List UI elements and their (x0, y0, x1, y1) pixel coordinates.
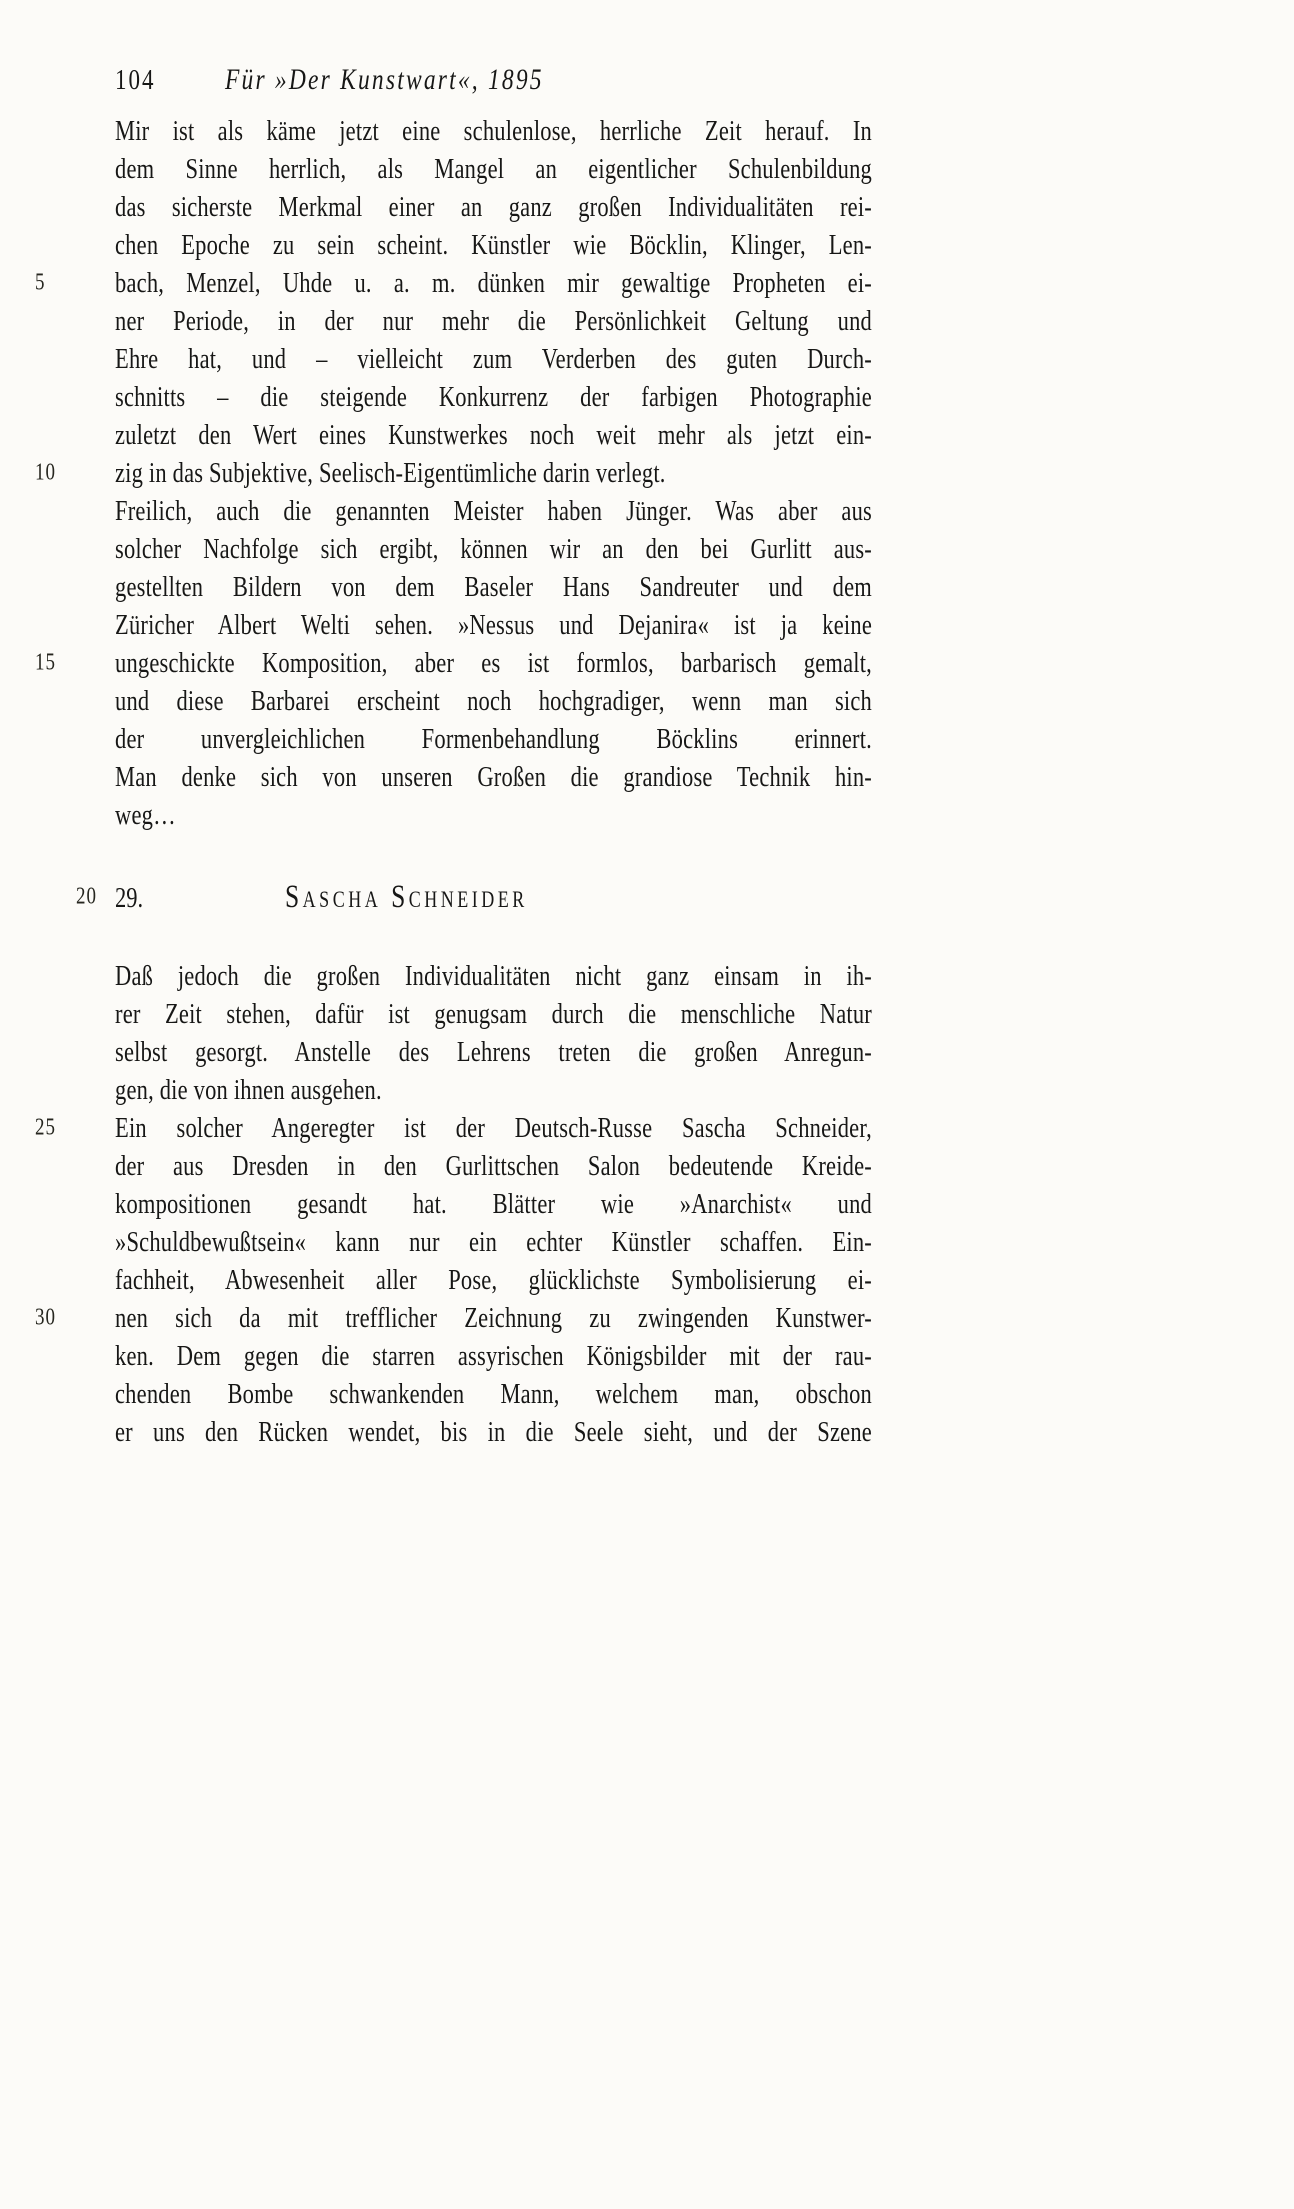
text-line: Züricher Albert Welti sehen. »Nessus und Dejanira« ist ja keine (115, 608, 872, 641)
margin-line-number: 20 (76, 882, 97, 910)
text-line: 10 zig in das Subjektive, Seelisch-Eigentümliche darin verlegt. (115, 449, 872, 498)
margin-line-number: 15 (35, 648, 56, 676)
text-line: Man denke sich von unseren Großen die grandiose Technik hin- (115, 760, 872, 793)
text-line: Ehre hat, und – vielleicht zum Verderben des guten Durch- (115, 342, 872, 375)
section-title: Sascha Schneider (285, 877, 528, 915)
margin-line-number: 25 (35, 1113, 56, 1141)
margin-line-number: 5 (35, 268, 46, 296)
text-line: der aus Dresden in den Gurlittschen Salon bedeutende Kreide- (115, 1149, 872, 1182)
text-line: dem Sinne herrlich, als Mangel an eigentlicher Schulenbildung (115, 152, 872, 185)
section-number: 29. (115, 881, 144, 914)
text-line: ner Periode, in der nur mehr die Persönlichkeit Geltung und (115, 304, 872, 337)
text-line: 25 Ein solcher Angeregter ist der Deutsch-Russe Sascha Schneider, (115, 1104, 872, 1153)
text-line: 15 ungeschickte Komposition, aber es ist formlos, barbarisch gemalt, (115, 639, 872, 688)
running-title: Für »Der Kunstwart«, 1895 (225, 63, 544, 97)
text-line: schnitts – die steigende Konkurrenz der farbigen Photographie (115, 380, 872, 413)
page-number: 104 (115, 63, 156, 95)
main-text-block (35, 112, 872, 1451)
text-line: Daß jedoch die großen Individualitäten nicht ganz einsam in ih- (115, 959, 872, 992)
text-line: weg… (115, 798, 176, 831)
text-line: 30 nen sich da mit trefflicher Zeichnung zu zwingenden Kunstwer- (115, 1294, 872, 1343)
text-line: gestellten Bildern von dem Baseler Hans Sandreuter und dem (115, 570, 872, 603)
text-line: gen, die von ihnen ausgehen. (115, 1073, 382, 1106)
text-line: 5 bach, Menzel, Uhde u. a. m. dünken mir gewaltige Propheten ei- (115, 259, 872, 308)
text-line: fachheit, Abwesenheit aller Pose, glücklichste Symbolisierung ei- (115, 1263, 872, 1296)
vertical-spacer (115, 834, 872, 878)
text-line: zuletzt den Wert eines Kunstwerkes noch weit mehr als jetzt ein- (115, 418, 872, 451)
text-line: chen Epoche zu sein scheint. Künstler wie Böcklin, Klinger, Len- (115, 228, 872, 261)
margin-line-number: 10 (35, 458, 56, 486)
text-line: selbst gesorgt. Anstelle des Lehrens treten die großen Anregun- (115, 1035, 872, 1068)
text-line: solcher Nachfolge sich ergibt, können wir an den bei Gurlitt aus- (115, 532, 872, 565)
text-line: chenden Bombe schwankenden Mann, welchem man, obschon (115, 1377, 872, 1410)
text-line: kompositionen gesandt hat. Blätter wie »Anarchist« und (115, 1187, 872, 1220)
section-heading (76, 873, 872, 922)
text-line: Freilich, auch die genannten Meister haben Jünger. Was aber aus (115, 494, 872, 527)
text-line: Mir ist als käme jetzt eine schulenlose, herrliche Zeit herauf. In (115, 114, 872, 147)
text-line: ken. Dem gegen die starren assyrischen Königsbilder mit der rau- (115, 1339, 872, 1372)
running-header (115, 56, 544, 104)
text-line: das sicherste Merkmal einer an ganz großen Individualitäten rei- (115, 190, 872, 223)
text-line: und diese Barbarei erscheint noch hochgradiger, wenn man sich (115, 684, 872, 717)
text-line: »Schuldbewußtsein« kann nur ein echter Künstler schaffen. Ein- (115, 1225, 872, 1258)
margin-line-number: 30 (35, 1303, 56, 1331)
text-line: er uns den Rücken wendet, bis in die Seele sieht, und der Szene (115, 1415, 872, 1448)
text-line: rer Zeit stehen, dafür ist genugsam durch die menschliche Natur (115, 997, 872, 1030)
text-line: der unvergleichlichen Formenbehandlung Böcklins erinnert. (115, 722, 872, 755)
